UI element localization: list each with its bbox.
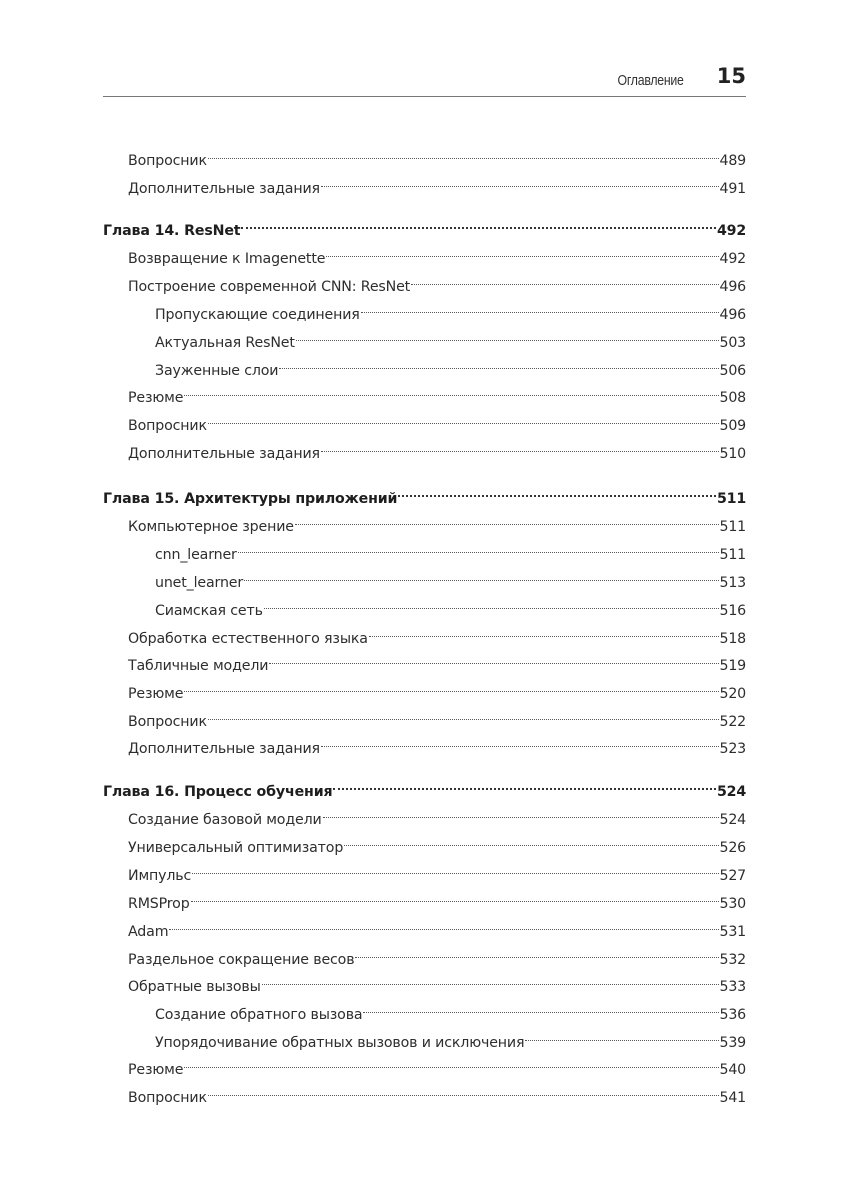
toc-entry-page-number: 513 — [719, 575, 746, 591]
toc-entry-title: Обратные вызовы — [128, 979, 261, 995]
toc-section-entry — [103, 171, 746, 197]
toc-entry-title: Пропускающие соединения — [155, 307, 360, 323]
toc-section-entry — [103, 676, 746, 702]
toc-entry-page-number: 509 — [719, 418, 746, 434]
dot-leader — [525, 1025, 718, 1047]
toc-entry-title: Возвращение к Imagenette — [128, 251, 326, 267]
dot-leader — [411, 269, 718, 291]
running-header — [103, 62, 746, 97]
toc-entry-page-number: 491 — [719, 181, 746, 197]
toc-section-entry — [103, 1080, 746, 1106]
dot-leader — [363, 997, 718, 1019]
toc-entry-title: Импульс — [128, 868, 192, 884]
toc-entry-title: Дополнительные задания — [128, 741, 320, 757]
dot-leader — [208, 408, 719, 430]
toc-entry-title: Глава 14. ResNet — [103, 223, 241, 239]
toc-entry-title: Вопросник — [128, 153, 207, 169]
toc-section-entry — [103, 648, 746, 674]
toc-entry-page-number: 511 — [719, 547, 746, 563]
dot-leader — [269, 648, 718, 670]
toc-entry-page-number: 526 — [719, 840, 746, 856]
dot-leader — [296, 325, 719, 347]
toc-chapter-entry — [103, 481, 746, 507]
dot-leader — [321, 731, 719, 753]
toc-section-entry — [103, 858, 746, 884]
toc-entry-title: Создание обратного вызова — [155, 1007, 363, 1023]
dot-leader — [184, 380, 718, 402]
toc-entry-page-number: 492 — [719, 251, 746, 267]
toc-entry-page-number: 522 — [719, 714, 746, 730]
toc-section-entry — [103, 886, 746, 912]
toc-entry-title: Дополнительные задания — [128, 181, 320, 197]
toc-entry-page-number: 536 — [719, 1007, 746, 1023]
toc-section-entry — [103, 802, 746, 828]
toc-entry-title: unet_learner — [155, 575, 244, 591]
toc-entry-title: Универсальный оптимизатор — [128, 840, 344, 856]
toc-entry-title: Дополнительные задания — [128, 446, 320, 462]
toc-section-entry — [103, 621, 746, 647]
toc-entry-page-number: 496 — [719, 307, 746, 323]
dot-leader — [191, 886, 719, 908]
dot-leader — [241, 213, 716, 235]
toc-subsection-entry — [103, 997, 746, 1023]
dot-leader — [169, 914, 718, 936]
toc-section-entry — [103, 914, 746, 940]
toc-section-entry — [103, 436, 746, 462]
toc-entry-page-number: 532 — [719, 952, 746, 968]
toc-entry-page-number: 516 — [719, 603, 746, 619]
toc-section-entry — [103, 241, 746, 267]
dot-leader — [326, 241, 718, 263]
dot-leader — [321, 171, 719, 193]
toc-entry-title: Резюме — [128, 1062, 184, 1078]
toc-entry-page-number: 531 — [719, 924, 746, 940]
toc-entry-page-number: 511 — [719, 519, 746, 535]
page-number: 15 — [716, 64, 746, 88]
toc-entry-title: Табличные модели — [128, 658, 269, 674]
dot-leader — [192, 858, 718, 880]
toc-entry-title: Вопросник — [128, 714, 207, 730]
toc-entry-page-number: 503 — [719, 335, 746, 351]
toc-section-entry — [103, 731, 746, 757]
toc-entry-page-number: 540 — [719, 1062, 746, 1078]
toc-entry-title: cnn_learner — [155, 547, 237, 563]
dot-leader — [262, 969, 719, 991]
running-title: Оглавление — [617, 72, 684, 89]
toc-entry-title: Раздельное сокращение весов — [128, 952, 355, 968]
toc-subsection-entry — [103, 297, 746, 323]
toc-entry-page-number: 510 — [719, 446, 746, 462]
toc-subsection-entry — [103, 1025, 746, 1051]
toc-entry-page-number: 519 — [719, 658, 746, 674]
toc-entry-page-number: 524 — [716, 784, 746, 800]
dot-leader — [184, 676, 718, 698]
toc-entry-title: Создание базовой модели — [128, 812, 322, 828]
toc-entry-page-number: 496 — [719, 279, 746, 295]
toc-subsection-entry — [103, 593, 746, 619]
dot-leader — [323, 802, 719, 824]
toc-entry-title: Обработка естественного языка — [128, 631, 368, 647]
toc-entry-page-number: 518 — [719, 631, 746, 647]
toc-entry-title: Упорядочивание обратных вызовов и исключения — [155, 1035, 525, 1051]
toc-entry-page-number: 511 — [716, 491, 746, 507]
toc-entry-page-number: 524 — [719, 812, 746, 828]
toc-entry-title: Зауженные слои — [155, 363, 279, 379]
dot-leader — [321, 436, 719, 458]
dot-leader — [238, 537, 719, 559]
dot-leader — [369, 621, 719, 643]
toc-entry-title: Резюме — [128, 686, 184, 702]
toc-entry-page-number: 506 — [719, 363, 746, 379]
toc-entry-title: Adam — [128, 924, 169, 940]
toc-entry-title: Построение современной CNN: ResNet — [128, 279, 411, 295]
toc-section-entry — [103, 704, 746, 730]
dot-leader — [355, 942, 718, 964]
dot-leader — [184, 1052, 718, 1074]
dot-leader — [244, 565, 718, 587]
toc-chapter-entry — [103, 774, 746, 800]
toc-entry-page-number: 530 — [719, 896, 746, 912]
toc-subsection-entry — [103, 565, 746, 591]
dot-leader — [264, 593, 719, 615]
toc-section-entry — [103, 830, 746, 856]
toc-entry-page-number: 541 — [719, 1090, 746, 1106]
toc-entry-title: Резюме — [128, 390, 184, 406]
toc-entry-title: Актуальная ResNet — [155, 335, 295, 351]
toc-entry-title: Глава 16. Процесс обучения — [103, 784, 333, 800]
toc-chapter-entry — [103, 213, 746, 239]
dot-leader — [279, 353, 718, 375]
dot-leader — [208, 143, 719, 165]
dot-leader — [208, 1080, 719, 1102]
toc-entry-page-number: 520 — [719, 686, 746, 702]
dot-leader — [333, 774, 716, 796]
toc-entry-title: Вопросник — [128, 418, 207, 434]
toc-section-entry — [103, 269, 746, 295]
toc-subsection-entry — [103, 353, 746, 379]
dot-leader — [344, 830, 718, 852]
toc-section-entry — [103, 942, 746, 968]
toc-entry-page-number: 533 — [719, 979, 746, 995]
toc-subsection-entry — [103, 537, 746, 563]
toc-section-entry — [103, 1052, 746, 1078]
dot-leader — [208, 704, 719, 726]
toc-subsection-entry — [103, 325, 746, 351]
toc-entry-page-number: 523 — [719, 741, 746, 757]
toc-entry-page-number: 508 — [719, 390, 746, 406]
toc-section-entry — [103, 969, 746, 995]
toc-entry-page-number: 489 — [719, 153, 746, 169]
toc-entry-page-number: 527 — [719, 868, 746, 884]
toc-entry-title: Компьютерное зрение — [128, 519, 294, 535]
toc-section-entry — [103, 509, 746, 535]
toc-entry-title: Сиамская сеть — [155, 603, 263, 619]
toc-entry-title: RMSProp — [128, 896, 190, 912]
toc-entry-title: Глава 15. Архитектуры приложений — [103, 491, 398, 507]
dot-leader — [361, 297, 719, 319]
toc-entry-page-number: 539 — [719, 1035, 746, 1051]
toc-entry-title: Вопросник — [128, 1090, 207, 1106]
toc-entry-page-number: 492 — [716, 223, 746, 239]
dot-leader — [295, 509, 719, 531]
toc-section-entry — [103, 408, 746, 434]
dot-leader — [398, 481, 716, 503]
toc-section-entry — [103, 143, 746, 169]
toc-section-entry — [103, 380, 746, 406]
